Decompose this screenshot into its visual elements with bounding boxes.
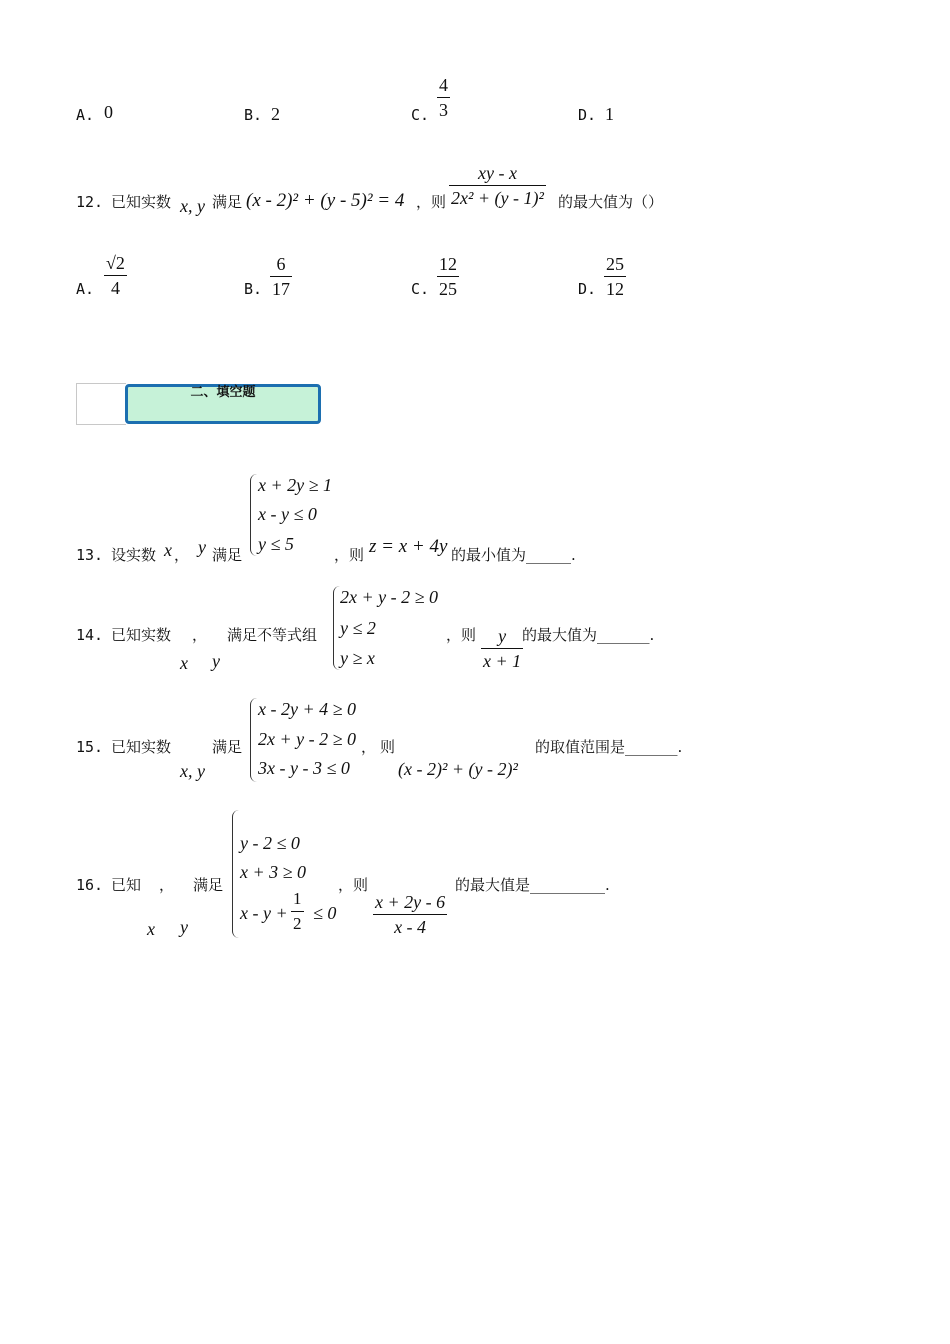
- q13-var-y: y: [198, 537, 206, 557]
- q15-comma: ，: [361, 738, 377, 756]
- q14-comma: ，: [192, 626, 208, 644]
- q16-constraint-3-fraction: 1 2: [293, 889, 302, 933]
- q13-var-x: x: [164, 540, 172, 560]
- q12-text4: 的最大值为（）: [558, 193, 664, 211]
- q16-fraction: x + 2y - 6 x - 4: [375, 892, 446, 937]
- q15-brace: [250, 698, 257, 782]
- q16-constraint-3-right: ≤ 0: [313, 903, 337, 923]
- q13-constraint-1: x + 2y ≥ 1: [258, 475, 333, 495]
- q15-constraint-3: 3x - y - 3 ≤ 0: [258, 758, 350, 778]
- q15-vars: x, y: [180, 761, 205, 781]
- q14-constraint-3: y ≥ x: [340, 648, 375, 668]
- q16-text4: 的最大值是__________.: [455, 876, 610, 894]
- option-a-label: A.: [76, 106, 95, 124]
- option-d-label: D.: [578, 106, 597, 124]
- q12-text3: ，则: [416, 193, 447, 211]
- q13-text2: 满足: [212, 546, 243, 564]
- q13-text3: ，则: [334, 546, 365, 564]
- option-c-label: C.: [411, 106, 430, 124]
- q13-text4: 的最小值为______.: [451, 546, 576, 564]
- q12-option-c-fraction: 12 25: [439, 254, 457, 299]
- q16-var-x: x: [147, 919, 155, 939]
- q14-text1: 已知实数: [111, 626, 172, 644]
- section-title: 二、填空题: [190, 385, 256, 400]
- q12-vars: x, y: [180, 196, 205, 216]
- q15-text3: 则: [380, 738, 396, 756]
- q12-option-d-label: D.: [578, 280, 597, 298]
- q16-text3: ，则: [338, 876, 369, 894]
- q12-option-b-label: B.: [244, 280, 263, 298]
- q14-text3: ，则: [446, 626, 477, 644]
- q14-brace: [333, 586, 340, 670]
- q12-fraction: xy - x 2x² + (y - 1)²: [451, 163, 544, 208]
- q15-expression: (x - 2)² + (y - 2)²: [398, 759, 518, 779]
- q16-brace: [232, 810, 239, 938]
- q15-text4: 的取值范围是_______.: [535, 738, 683, 756]
- q16-constraint-3-left: x - y +: [240, 903, 288, 923]
- q13-comma: ，: [174, 546, 190, 564]
- q13-target: z = x + 4y: [369, 536, 448, 557]
- q12-number: 12.: [76, 193, 104, 211]
- q13-constraint-3: y ≤ 5: [258, 534, 294, 554]
- option-a-value: 0: [104, 102, 113, 122]
- q16-constraint-1: y - 2 ≤ 0: [240, 833, 300, 853]
- section-header-banner: [125, 384, 321, 424]
- q13-text1: 设实数: [111, 546, 157, 564]
- q15-constraint-1: x - 2y + 4 ≥ 0: [258, 699, 356, 719]
- q12-option-a-label: A.: [76, 280, 95, 298]
- q16-text1: 已知: [111, 876, 142, 894]
- q15-text1: 已知实数: [111, 738, 172, 756]
- q14-fraction: y x + 1: [483, 626, 522, 671]
- q12-text2: 满足: [212, 193, 243, 211]
- q16-constraint-2: x + 3 ≥ 0: [240, 862, 307, 882]
- q14-text4: 的最大值为_______.: [522, 626, 655, 644]
- q14-constraint-2: y ≤ 2: [340, 618, 376, 638]
- option-d-value: 1: [605, 104, 614, 124]
- option-b-label: B.: [244, 106, 263, 124]
- q16-number: 16.: [76, 876, 104, 894]
- q16-var-y: y: [180, 917, 188, 937]
- q12-option-c-label: C.: [411, 280, 430, 298]
- q12-option-b-fraction: 6 17: [272, 254, 290, 299]
- q14-text2: 满足不等式组: [227, 626, 318, 644]
- q16-text2: 满足: [193, 876, 224, 894]
- q15-number: 15.: [76, 738, 104, 756]
- q14-var-y: y: [212, 651, 220, 671]
- q14-number: 14.: [76, 626, 104, 644]
- section-header-left-box: [76, 383, 126, 425]
- q16-comma: ，: [159, 876, 175, 894]
- q13-constraint-2: x - y ≤ 0: [258, 504, 317, 524]
- option-b-value: 2: [271, 104, 280, 124]
- q14-constraint-1: 2x + y - 2 ≥ 0: [340, 587, 438, 607]
- q13-brace: [250, 474, 257, 556]
- q12-option-d-fraction: 25 12: [606, 254, 624, 299]
- q15-constraint-2: 2x + y - 2 ≥ 0: [258, 729, 356, 749]
- q12-equation: (x - 2)² + (y - 5)² = 4: [246, 190, 405, 211]
- q15-text2: 满足: [212, 738, 243, 756]
- q12-option-a-fraction: √2 4: [106, 253, 125, 298]
- option-c-fraction: 4 3: [439, 75, 448, 120]
- q14-var-x: x: [180, 653, 188, 673]
- q12-text1: 已知实数: [111, 193, 172, 211]
- section-header: [76, 383, 322, 425]
- q13-number: 13.: [76, 546, 104, 564]
